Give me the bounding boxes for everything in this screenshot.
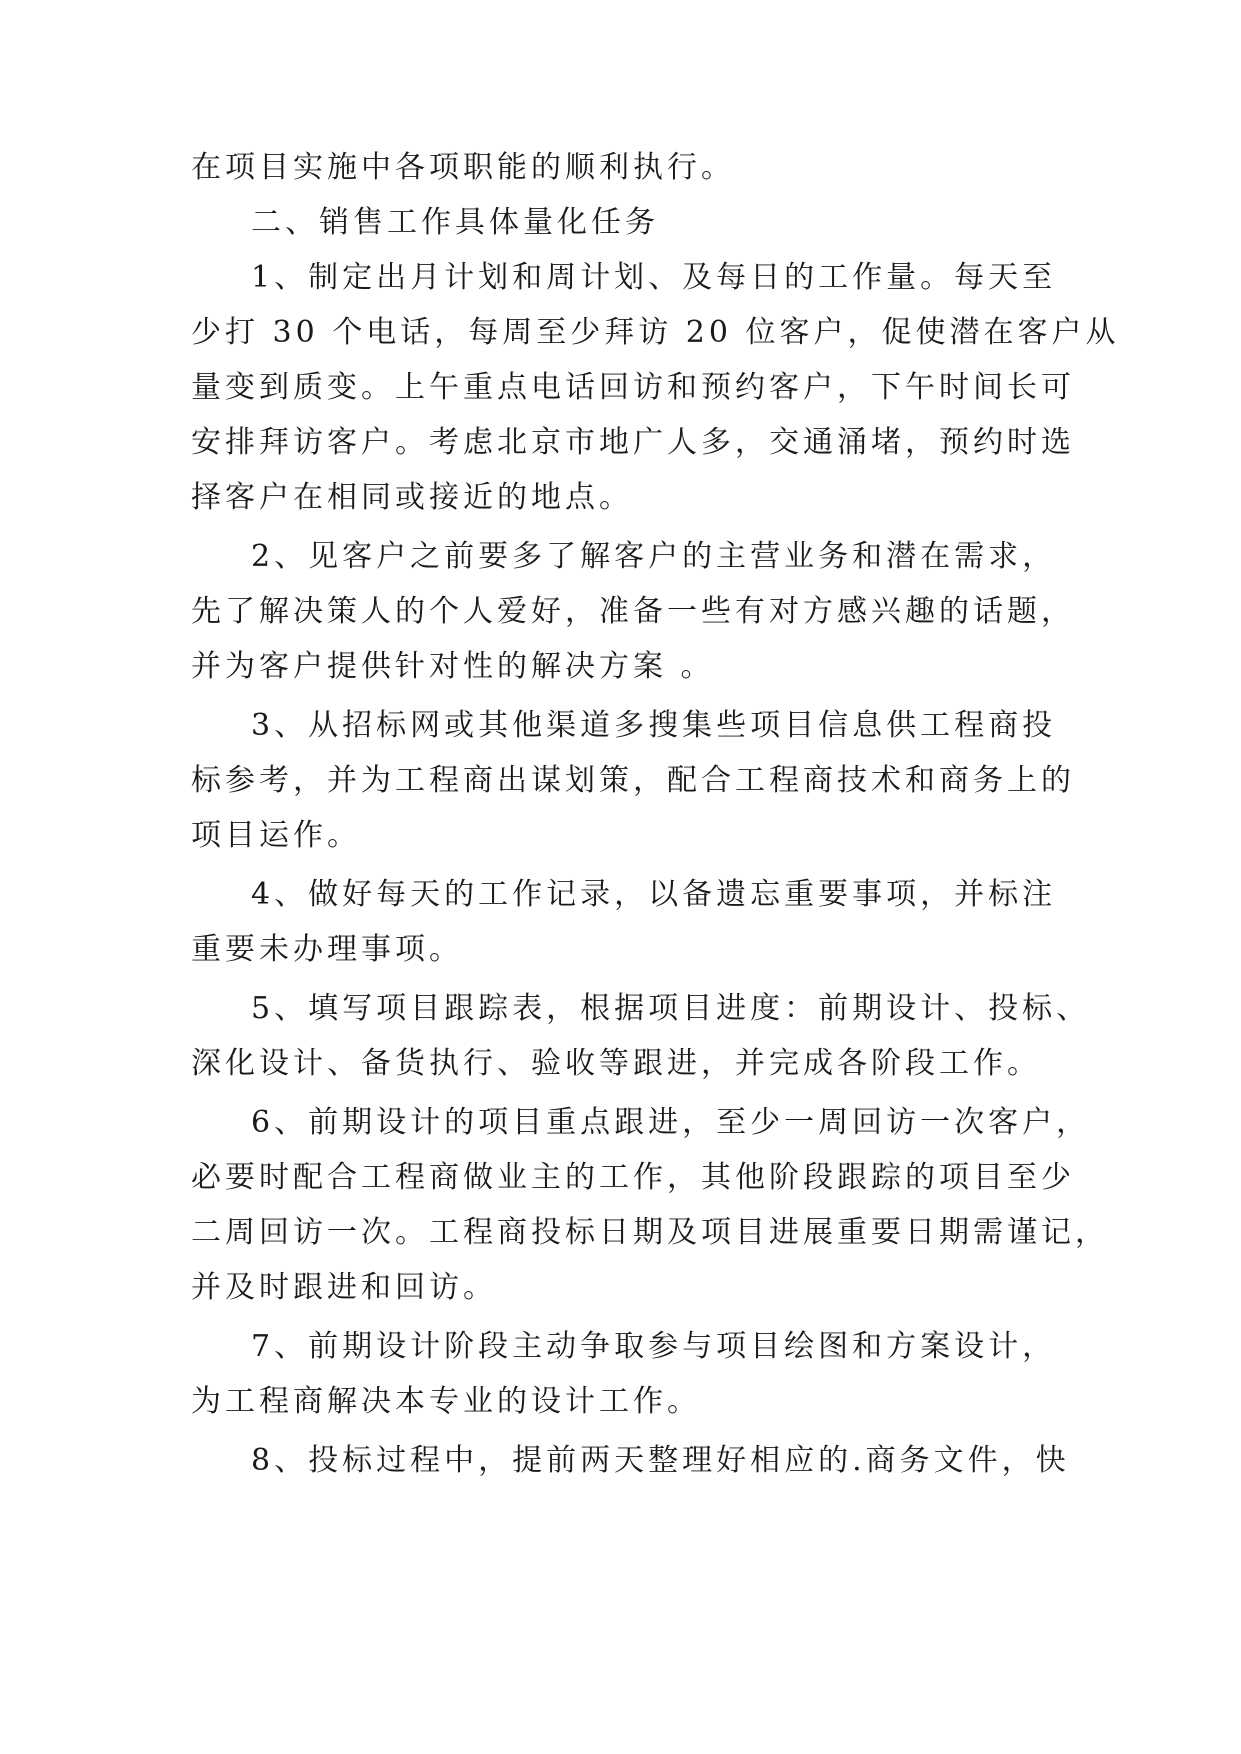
text-line: 7、前期设计阶段主动争取参与项目绘图和方案设计，: [251, 1329, 1057, 1364]
text-line: 6、前期设计的项目重点跟进，至少一周回访一次客户，: [251, 1105, 1091, 1140]
text-line: 量变到质变。上午重点电话回访和预约客户，下午时间长可: [191, 370, 1075, 405]
text-line: 为工程商解决本专业的设计工作。: [191, 1384, 701, 1419]
text-line: 在项目实施中各项职能的顺利执行。: [191, 150, 735, 185]
section-heading: 二、销售工作具体量化任务: [251, 205, 659, 240]
text-line: 二周回访一次。工程商投标日期及项目进展重要日期需谨记，: [191, 1215, 1109, 1250]
text-line: 先了解决策人的个人爱好，准备一些有对方感兴趣的话题，: [191, 594, 1075, 629]
text-line: 标参考，并为工程商出谋划策，配合工程商技术和商务上的: [191, 763, 1075, 798]
text-line: 并为客户提供针对性的解决方案 。: [191, 649, 715, 684]
text-line: 安排拜访客户。考虑北京市地广人多，交通涌堵，预约时选: [191, 425, 1075, 460]
text-line: 2、见客户之前要多了解客户的主营业务和潜在需求，: [251, 539, 1057, 574]
text-line: 深化设计、备货执行、验收等跟进，并完成各阶段工作。: [191, 1046, 1041, 1081]
text-line: 必要时配合工程商做业主的工作，其他阶段跟踪的项目至少: [191, 1160, 1075, 1195]
text-line: 重要未办理事项。: [191, 932, 463, 967]
text-line: 项目运作。: [191, 818, 361, 853]
text-line: 1、制定出月计划和周计划、及每日的工作量。每天至: [251, 260, 1057, 295]
text-line: 少打 30 个电话，每周至少拜访 20 位客户，促使潜在客户从: [191, 315, 1120, 350]
text-line: 5、填写项目跟踪表，根据项目进度：前期设计、投标、: [251, 991, 1091, 1026]
text-line: 3、从招标网或其他渠道多搜集些项目信息供工程商投: [251, 708, 1057, 743]
text-line: 8、投标过程中，提前两天整理好相应的.商务文件，快: [251, 1443, 1070, 1478]
text-line: 并及时跟进和回访。: [191, 1270, 497, 1305]
text-line: 择客户在相同或接近的地点。: [191, 480, 633, 515]
text-line: 4、做好每天的工作记录，以备遗忘重要事项，并标注: [251, 877, 1057, 912]
